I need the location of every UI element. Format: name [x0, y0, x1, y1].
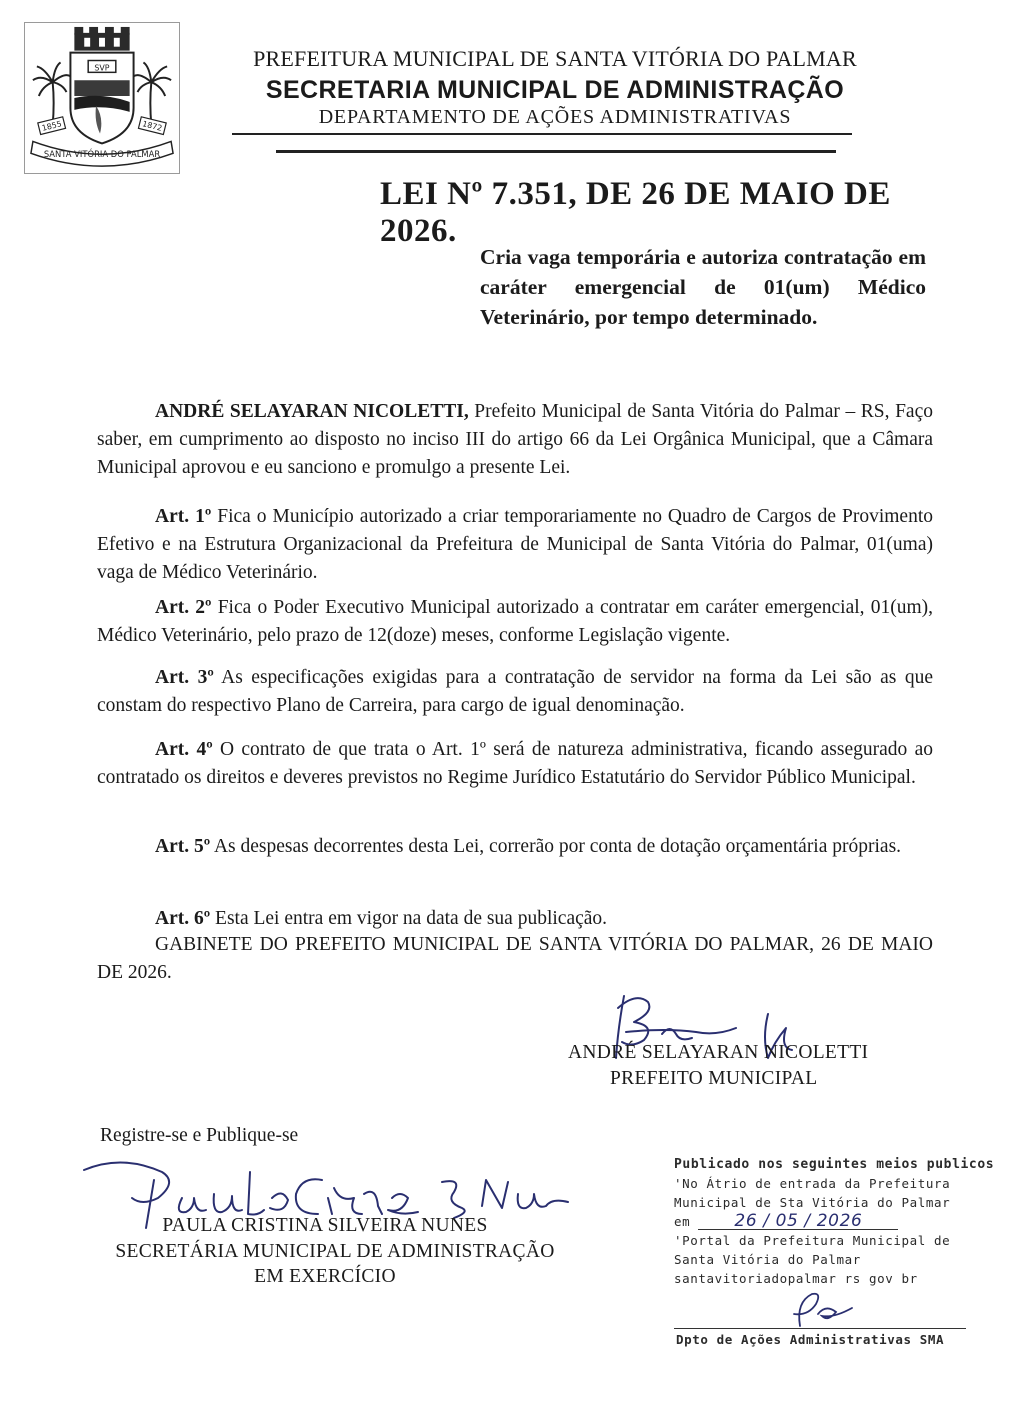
article-2: [97, 594, 933, 650]
header-departamento: DEPARTAMENTO DE AÇÕES ADMINISTRATIVAS: [318, 106, 792, 128]
gabinete-text: GABINETE DO PREFEITO MUNICIPAL DE SANTA VITÓRIA DO PALMAR, 26 DE MAIO DE 2026.: [97, 934, 933, 983]
article-text: Fica o Município autorizado a criar temporariamente no Quadro de Cargos de Provimento Efetivo e na Estrutura Organizacional da Prefeitura de Municipal de Santa Vitória do Palmar, 01(uma) vaga de Médico Veterinário.: [97, 506, 934, 583]
article-text: Fica o Poder Executivo Municipal autorizado a contratar em caráter emergencial, 01(um), Médico Veterinário, pelo prazo de 12(doze) meses, conforme Legislação vigente.: [97, 597, 934, 646]
article-label: Art. 1º: [155, 506, 212, 527]
municipal-coat-of-arms-icon: [24, 22, 180, 174]
mayor-name: ANDRÉ SELAYARAN NICOLETTI: [568, 1042, 869, 1063]
stamp-line-municipal: Municipal de Sta Vitória do Palmar: [674, 1195, 951, 1210]
article-6: [97, 905, 933, 933]
article-label: Art. 5º: [155, 836, 211, 857]
article-1: [97, 503, 933, 587]
article-3: [97, 664, 933, 720]
article-text: As especificações exigidas para a contratação de servidor na forma da Lei são as que constam do respectivo Plano de Carreira, para cargo de igual denominação.: [97, 667, 933, 716]
stamp-line-atrio: 'No Átrio de entrada da Prefeitura: [674, 1176, 951, 1191]
stamp-line-santa-vitoria: Santa Vitória do Palmar: [674, 1252, 861, 1267]
secretary-role: SECRETÁRIA MUNICIPAL DE ADMINISTRAÇÃO: [115, 1241, 555, 1262]
header-secretaria: SECRETARIA MUNICIPAL DE ADMINISTRAÇÃO: [265, 76, 845, 104]
preamble-text: Prefeito Municipal de Santa Vitória do Palmar – RS, Faço saber, em cumprimento ao disposto no inciso III do artigo 66 da Lei Orgânica Municipal, que a Câmara Municipal aprovou e eu sanciono e promulgo a presente Lei.: [97, 401, 933, 478]
registre-publique: Registre-se e Publique-se: [100, 1125, 299, 1146]
header-prefeitura: PREFEITURA MUNICIPAL DE SANTA VITÓRIA DO PALMAR: [253, 46, 857, 71]
secretary-status: EM EXERCÍCIO: [254, 1266, 396, 1287]
gabinete-paragraph: [97, 931, 933, 987]
stamp-em-label: em: [674, 1214, 691, 1229]
secretary-name: PAULA CRISTINA SILVEIRA NUNES: [162, 1215, 488, 1236]
article-text: Esta Lei entra em vigor na data de sua publicação.: [210, 908, 608, 929]
article-5: [97, 833, 933, 861]
mayor-signature: [596, 988, 806, 1080]
article-label: Art. 2º: [155, 597, 212, 618]
stamp-signature: [782, 1288, 862, 1328]
svg-text:1872: 1872: [141, 119, 164, 133]
svg-text:SANTA VITÓRIA DO PALMAR: SANTA VITÓRIA DO PALMAR: [43, 149, 161, 160]
article-label: Art. 4º: [155, 739, 213, 760]
stamp-line-portal: 'Portal da Prefeitura Municipal de: [674, 1233, 951, 1248]
article-label: Art. 6º: [155, 908, 211, 929]
mayor-name-inline: ANDRÉ SELAYARAN NICOLETTI,: [155, 401, 469, 422]
stamp-line-website: santavitoriadopalmar rs gov br: [674, 1271, 918, 1286]
svg-text:1855: 1855: [40, 119, 63, 133]
article-text: O contrato de que trata o Art. 1º será de natureza administrativa, ficando assegurado ao contratado os direitos e deveres previstos no Regime Jurídico Estatutário do Servidor Público Municipal.: [97, 739, 934, 788]
mayor-role: PREFEITO MUNICIPAL: [610, 1068, 818, 1089]
stamp-date-row: [674, 1212, 974, 1231]
preamble-paragraph: [97, 398, 933, 482]
header-divider: [232, 133, 852, 135]
stamp-heading: Publicado nos seguintes meios publicos: [674, 1157, 995, 1172]
law-ementa: Cria vaga temporária e autoriza contratação em caráter emergencial de 01(um) Médico Veterinário, por tempo determinado.: [480, 245, 926, 329]
stamp-divider: [674, 1328, 966, 1329]
publication-stamp: [674, 1155, 995, 1288]
header-divider-thick: [276, 150, 836, 153]
article-4: [97, 736, 933, 792]
article-label: Art. 3º: [155, 667, 214, 688]
svg-text:SVP: SVP: [94, 63, 110, 73]
stamp-date: 26 / 05 / 2026: [698, 1214, 898, 1230]
article-text: As despesas decorrentes desta Lei, correrão por conta de dotação orçamentária próprias.: [210, 836, 902, 857]
stamp-department: Dpto de Ações Administrativas SMA: [676, 1332, 945, 1347]
law-title: LEI Nº 7.351, DE 26 DE MAIO DE 2026.: [380, 176, 891, 249]
